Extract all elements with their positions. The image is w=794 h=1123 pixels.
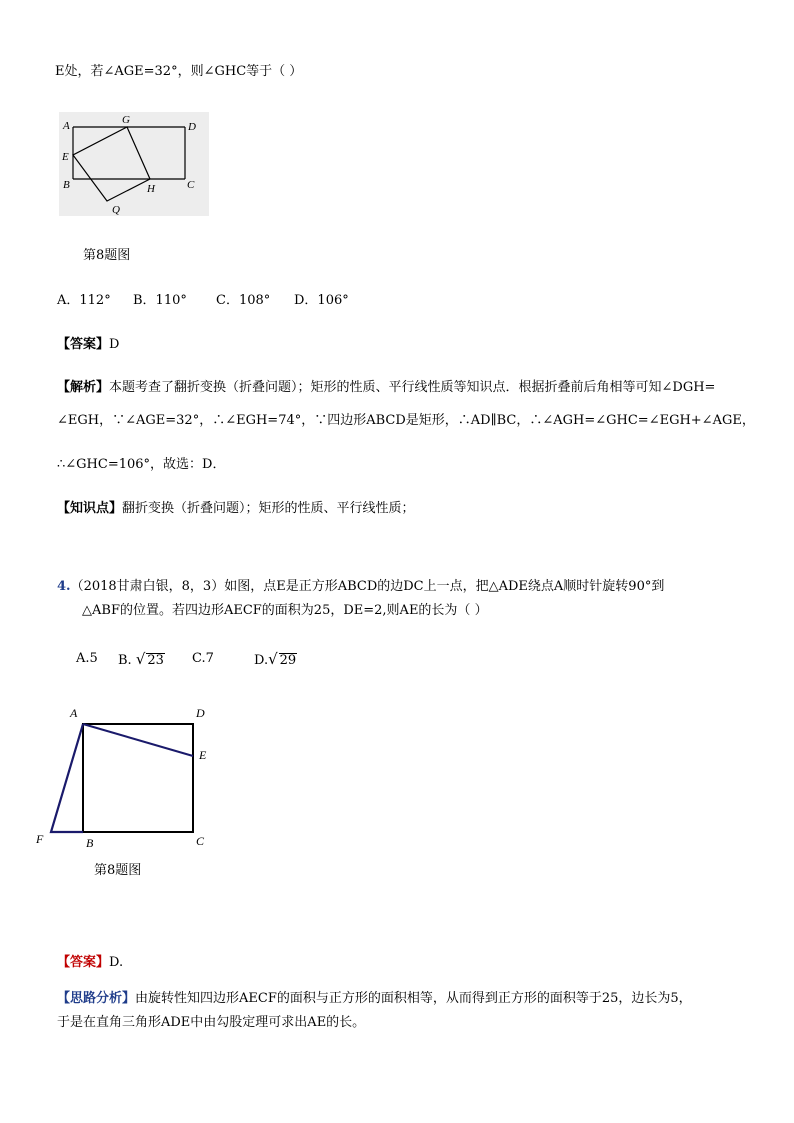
q4-answer [57,954,123,972]
q3-label-d: D [188,121,196,133]
q4-figure-caption: 第8题图 [94,863,142,878]
q3-label-b: B [63,179,70,191]
q3-label-h: H [147,183,155,195]
q3-option-b: B．110° [133,293,187,308]
q3-label-e: E [62,151,69,163]
q3-stem-tail: E处，若∠AGE=32°，则∠GHC等于（ ） [55,64,303,79]
q3-figure [55,108,215,218]
q4-label-f: F [36,832,44,846]
q3-analysis-label: 【解析】 [57,380,110,395]
q3-figure-caption: 第8题图 [83,248,131,263]
q4-option-c: C.7 [192,651,214,666]
q4-stem-line1 [57,578,664,596]
q4-label-e: E [199,748,207,762]
q3-knowledge-point [57,500,415,518]
q4-option-a: A.5 [76,651,98,666]
q3-label-q: Q [112,204,120,216]
q4-answer-label: 【答案】 [57,955,110,970]
q4-option-d [254,650,297,670]
q3-analysis-line2: ∠EGH，∵∠AGE=32°，∴∠EGH=74°，∵四边形ABCD是矩形，∴AD∥BC，∴∠AGH=∠GHC=∠EGH+∠AGE， [57,413,755,428]
q4-option-b-prefix: B. [118,653,132,668]
q3-answer [57,336,119,354]
q3-label-c: C [187,179,195,191]
q4-option-b-radicand: 23 [147,653,164,668]
q3-kp-label: 【知识点】 [57,501,123,516]
q4-stem-line2: △ABF的位置。若四边形AECF的面积为25，DE=2,则AE的长为（ ） [82,603,488,618]
q3-option-d: D．106° [294,293,349,308]
q4-label-c: C [196,834,205,848]
q4-thinking-label: 【思路分析】 [57,991,136,1006]
q4-answer-value: D. [109,955,124,970]
q3-analysis-line3: ∴∠GHC=106°，故选：D． [57,457,226,472]
q3-label-g: G [122,114,130,126]
sqrt-icon: √ [268,650,278,668]
q3-option-a: A．112° [57,293,111,308]
q4-thinking-line2: 于是在直角三角形ADE中由勾股定理可求出AE的长。 [57,1015,366,1030]
q3-option-c: C．108° [216,293,271,308]
q3-answer-label: 【答案】 [57,337,110,352]
q3-kp-text: 翻折变换（折叠问题）；矩形的性质、平行线性质； [122,501,415,516]
q4-option-b [118,650,165,670]
q4-option-d-radicand: 29 [279,653,297,668]
q4-label-a: A [70,706,78,720]
q4-number: 4. [57,579,71,594]
sqrt-icon: √ [135,650,146,668]
q4-stem-text1: （2018甘肃白银，8，3）如图，点E是正方形ABCD的边DC上一点，把△ADE绕点A顺时针旋转90°到 [70,579,665,594]
q3-answer-value: D [109,337,120,352]
q4-option-d-prefix: D. [254,653,269,668]
q4-label-b: B [86,836,94,850]
q4-figure [30,705,220,850]
q4-thinking-text1: 由旋转性知四边形AECF的面积与正方形的面积相等，从而得到正方形的面积等于25，边长为5， [135,991,692,1006]
q3-analysis-line1 [57,379,715,397]
q4-label-d: D [196,706,205,720]
q3-analysis-text1: 本题考查了翻折变换（折叠问题）；矩形的性质、平行线性质等知识点．根据折叠前后角相等可知∠DGH= [109,380,716,395]
q4-thinking-line1 [57,990,692,1008]
q3-label-a: A [63,120,70,132]
